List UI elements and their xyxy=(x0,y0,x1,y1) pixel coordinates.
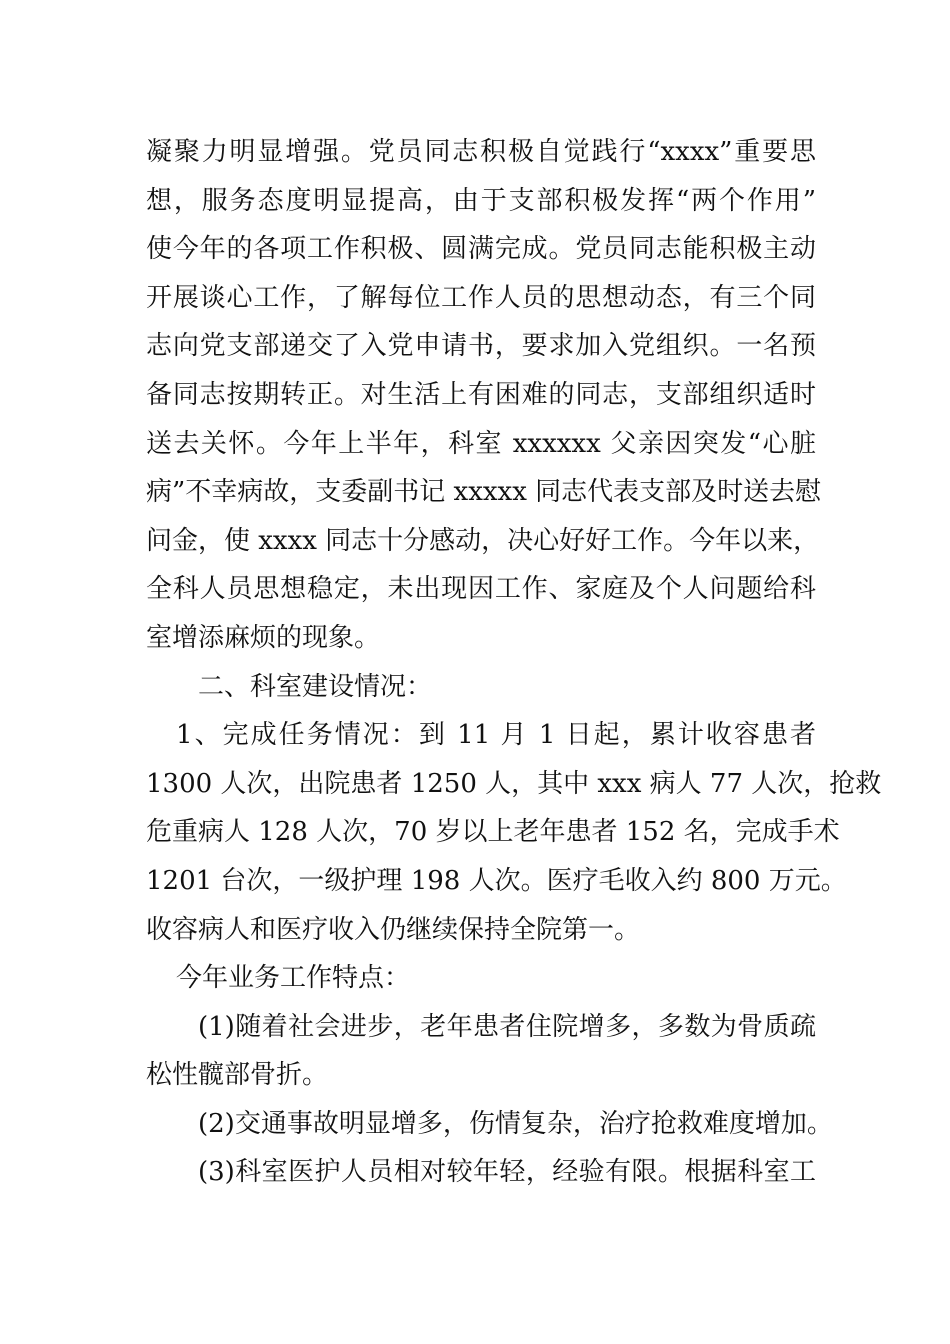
text-line: 病”不幸病故，支委副书记 xxxxx 同志代表支部及时送去慰 xyxy=(146,477,822,508)
text-line: 想，服务态度明显提高，由于支部积极发挥“两个作用” xyxy=(146,185,816,216)
body-text xyxy=(146,128,882,1197)
text-line: 危重病人 128 人次，70 岁以上老年患者 152 名，完成手术 xyxy=(146,817,840,848)
list-item: (2)交通事故明显增多，伤情复杂，治疗抢救难度增加。 xyxy=(198,1108,833,1139)
text-line: 松性髋部骨折。 xyxy=(146,1060,329,1091)
text-line: 收容病人和医疗收入仍继续保持全院第一。 xyxy=(146,914,641,945)
text-line: 1300 人次，出院患者 1250 人，其中 xxx 病人 77 人次，抢救 xyxy=(146,768,882,799)
text-line: 志向党支部递交了入党申请书，要求加入党组织。一名预 xyxy=(146,331,816,362)
list-item: (1)随着社会进步，老年患者住院增多，多数为骨质疏 xyxy=(198,1011,816,1042)
text-line: 凝聚力明显增强。党员同志积极自觉践行“xxxx”重要思 xyxy=(146,137,816,167)
text-line: 室增添麻烦的现象。 xyxy=(146,622,381,653)
subsection-heading: 今年业务工作特点： xyxy=(176,963,411,994)
text-line: 1、完成任务情况：到 11 月 1 日起，累计收容患者 xyxy=(176,720,816,751)
text-line: 全科人员思想稳定，未出现因工作、家庭及个人问题给科 xyxy=(146,574,816,605)
text-line: 1201 台次，一级护理 198 人次。医疗毛收入约 800 万元。 xyxy=(146,865,847,896)
text-line: 送去关怀。今年上半年，科室 xxxxxx 父亲因突发“心脏 xyxy=(146,428,816,459)
text-line: 使今年的各项工作积极、圆满完成。党员同志能积极主动 xyxy=(146,234,816,265)
text-line: 问金，使 xxxx 同志十分感动，决心好好工作。今年以来， xyxy=(146,525,820,556)
text-line: 开展谈心工作，了解每位工作人员的思想动态，有三个同 xyxy=(146,282,816,313)
section-heading: 二、科室建设情况： xyxy=(198,671,433,702)
list-item: (3)科室医护人员相对较年轻，经验有限。根据科室工 xyxy=(198,1157,816,1188)
text-line: 备同志按期转正。对生活上有困难的同志，支部组织适时 xyxy=(146,379,816,410)
